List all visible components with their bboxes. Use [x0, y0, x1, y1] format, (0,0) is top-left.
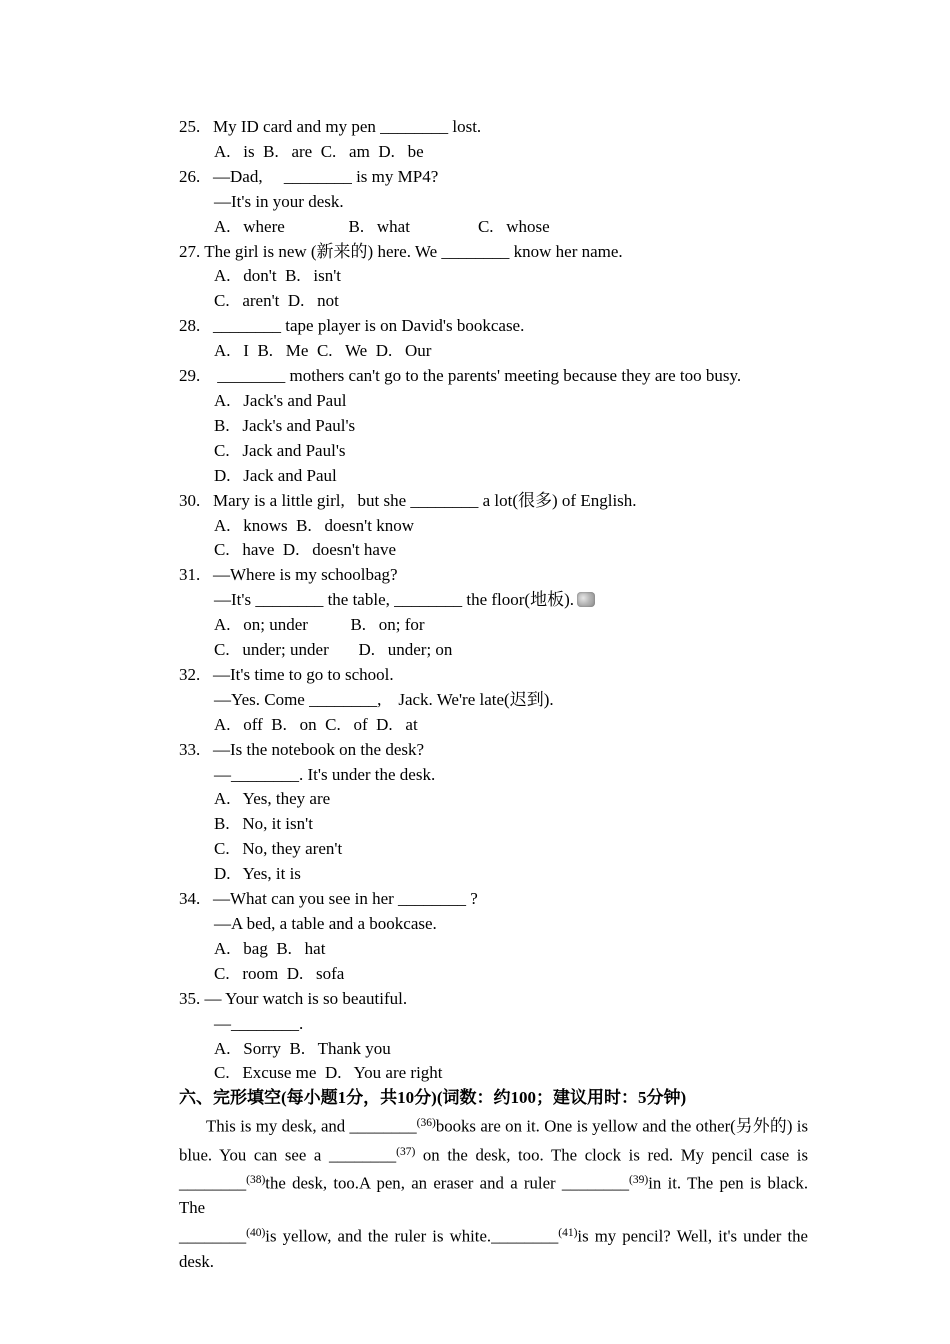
question-line [179, 613, 808, 638]
question-line [179, 464, 808, 489]
cloze-line [179, 1168, 808, 1221]
question-text: A. Sorry B. Thank you [214, 1038, 391, 1058]
question-text: A. bag B. hat [214, 938, 326, 958]
cloze-text: on the desk, too. The clock is red. My pencil case is [415, 1145, 808, 1165]
question-line [179, 190, 808, 215]
question-line [179, 688, 808, 713]
question-text: A. Jack's and Paul [214, 390, 347, 410]
cloze-text: blue. You can see a ________ [179, 1145, 397, 1165]
question-stem [179, 314, 808, 339]
question-text: 32. —It's time to go to school. [179, 664, 394, 684]
question-text: —It's in your desk. [214, 191, 344, 211]
question-28 [179, 314, 808, 364]
question-line [179, 289, 808, 314]
question-text: 25. My ID card and my pen ________ lost. [179, 117, 482, 136]
question-stem [179, 364, 808, 389]
question-line [179, 588, 808, 613]
question-text: B. Jack's and Paul's [214, 415, 356, 435]
blank-number: (40) [246, 1227, 266, 1240]
question-text: 35. — Your watch is so beautiful. [179, 988, 408, 1008]
question-text: 29. ________ mothers can't go to the parents' meeting because they are too busy. [179, 366, 742, 386]
question-text: A. I B. Me C. We D. Our [214, 341, 432, 361]
cloze-text: ________ [179, 1226, 247, 1246]
question-32 [179, 663, 808, 738]
question-line [179, 812, 808, 837]
question-line [179, 414, 808, 439]
question-text: C. under; under D. under; on [214, 640, 453, 660]
question-text: A. off B. on C. of D. at [214, 714, 418, 734]
question-line [179, 514, 808, 539]
question-text: C. room D. sofa [214, 963, 345, 983]
cloze-line [179, 1111, 808, 1139]
question-line [179, 1037, 808, 1062]
question-text: 34. —What can you see in her ________ ? [179, 889, 478, 909]
question-30 [179, 489, 808, 564]
cloze-text: ________ [179, 1173, 247, 1193]
blank-number: (38) [246, 1174, 266, 1187]
question-26 [179, 165, 808, 240]
question-text: D. Yes, it is [214, 864, 301, 884]
question-stem [179, 240, 808, 265]
question-stem [179, 738, 808, 763]
blank-number: (36) [416, 1117, 436, 1130]
question-text: A. on; under B. on; for [214, 615, 425, 635]
question-text: A. don't B. isn't [214, 266, 342, 286]
question-text: C. have D. doesn't have [214, 540, 396, 560]
question-text: 28. ________ tape player is on David's bookcase. [179, 316, 525, 336]
question-line [179, 538, 808, 563]
question-text: —________. It's under the desk. [214, 764, 436, 784]
question-text: 26. —Dad, ________ is my MP4? [179, 166, 439, 186]
question-line [179, 837, 808, 862]
question-text: —A bed, a table and a bookcase. [214, 914, 437, 933]
question-25 [179, 115, 808, 165]
question-text: —It's ________ the table, ________ the floor(地板). [214, 590, 575, 610]
question-line [179, 763, 808, 788]
question-29 [179, 364, 808, 489]
question-stem [179, 563, 808, 588]
question-stem [179, 165, 808, 190]
question-text: 33. —Is the notebook on the desk? [179, 739, 425, 759]
cloze-text: the desk, too.A pen, an eraser and a ruler ________ [265, 1173, 630, 1193]
question-stem [179, 663, 808, 688]
question-line [179, 140, 808, 165]
question-33 [179, 738, 808, 887]
question-text: A. is B. are C. am D. be [214, 141, 424, 161]
question-line [179, 1012, 808, 1037]
question-line [179, 1061, 808, 1086]
question-text: —Yes. Come ________, Jack. We're late(迟到). [214, 689, 554, 709]
question-line [179, 713, 808, 738]
question-line [179, 638, 808, 663]
question-line [179, 389, 808, 414]
question-line [179, 912, 808, 937]
question-text: C. Jack and Paul's [214, 440, 346, 460]
question-text: 27. The girl is new (新来的) here. We ________ know her name. [179, 241, 623, 261]
question-stem [179, 489, 808, 514]
question-text: 30. Mary is a little girl, but she ________ a lot(很多) of English. [179, 490, 637, 510]
question-27 [179, 240, 808, 315]
cloze-line [179, 1140, 808, 1168]
cloze-text: This is my desk, and ________ [206, 1116, 417, 1136]
cloze-text: in it. The pen is black. The [179, 1173, 809, 1218]
question-text: —________. [214, 1013, 304, 1033]
question-31 [179, 563, 808, 663]
cloze-line [179, 1221, 808, 1274]
question-text: A. Yes, they are [214, 789, 331, 809]
question-34 [179, 887, 808, 987]
cloze-text: is my pencil? Well, it's under the desk. [179, 1226, 808, 1271]
question-line [179, 264, 808, 289]
question-stem [179, 887, 808, 912]
question-line [179, 862, 808, 887]
question-stem [179, 115, 808, 140]
cloze-text: books are on it. One is yellow and the other(另外的) is [435, 1116, 808, 1136]
blank-number: (37) [396, 1145, 416, 1158]
exam-content [179, 115, 808, 1275]
question-line [179, 215, 808, 240]
question-line [179, 937, 808, 962]
blank-number: (39) [629, 1174, 649, 1187]
cloze-text: is yellow, and the ruler is white.________ [265, 1226, 559, 1246]
question-text: C. aren't D. not [214, 291, 339, 311]
question-text: B. No, it isn't [214, 814, 313, 834]
question-text: C. Excuse me D. You are right [214, 1063, 443, 1083]
question-line [179, 439, 808, 464]
question-stem [179, 987, 808, 1012]
picture-icon [577, 592, 595, 607]
cloze-section-heading: 六、完形填空(每小题1分，共10分)(词数：约100；建议用时：5分钟) [179, 1088, 687, 1108]
blank-number: (41) [558, 1227, 578, 1240]
question-35 [179, 987, 808, 1087]
question-text: 31. —Where is my schoolbag? [179, 565, 398, 585]
question-line [179, 787, 808, 812]
cloze-paragraph [179, 1111, 808, 1274]
multiple-choice-section [179, 115, 808, 1086]
question-line [179, 962, 808, 987]
question-line [179, 339, 808, 364]
question-text: D. Jack and Paul [214, 465, 337, 485]
question-text: A. knows B. doesn't know [214, 515, 414, 535]
question-text: C. No, they aren't [214, 839, 343, 859]
question-text: A. where B. what C. whose [214, 216, 550, 236]
